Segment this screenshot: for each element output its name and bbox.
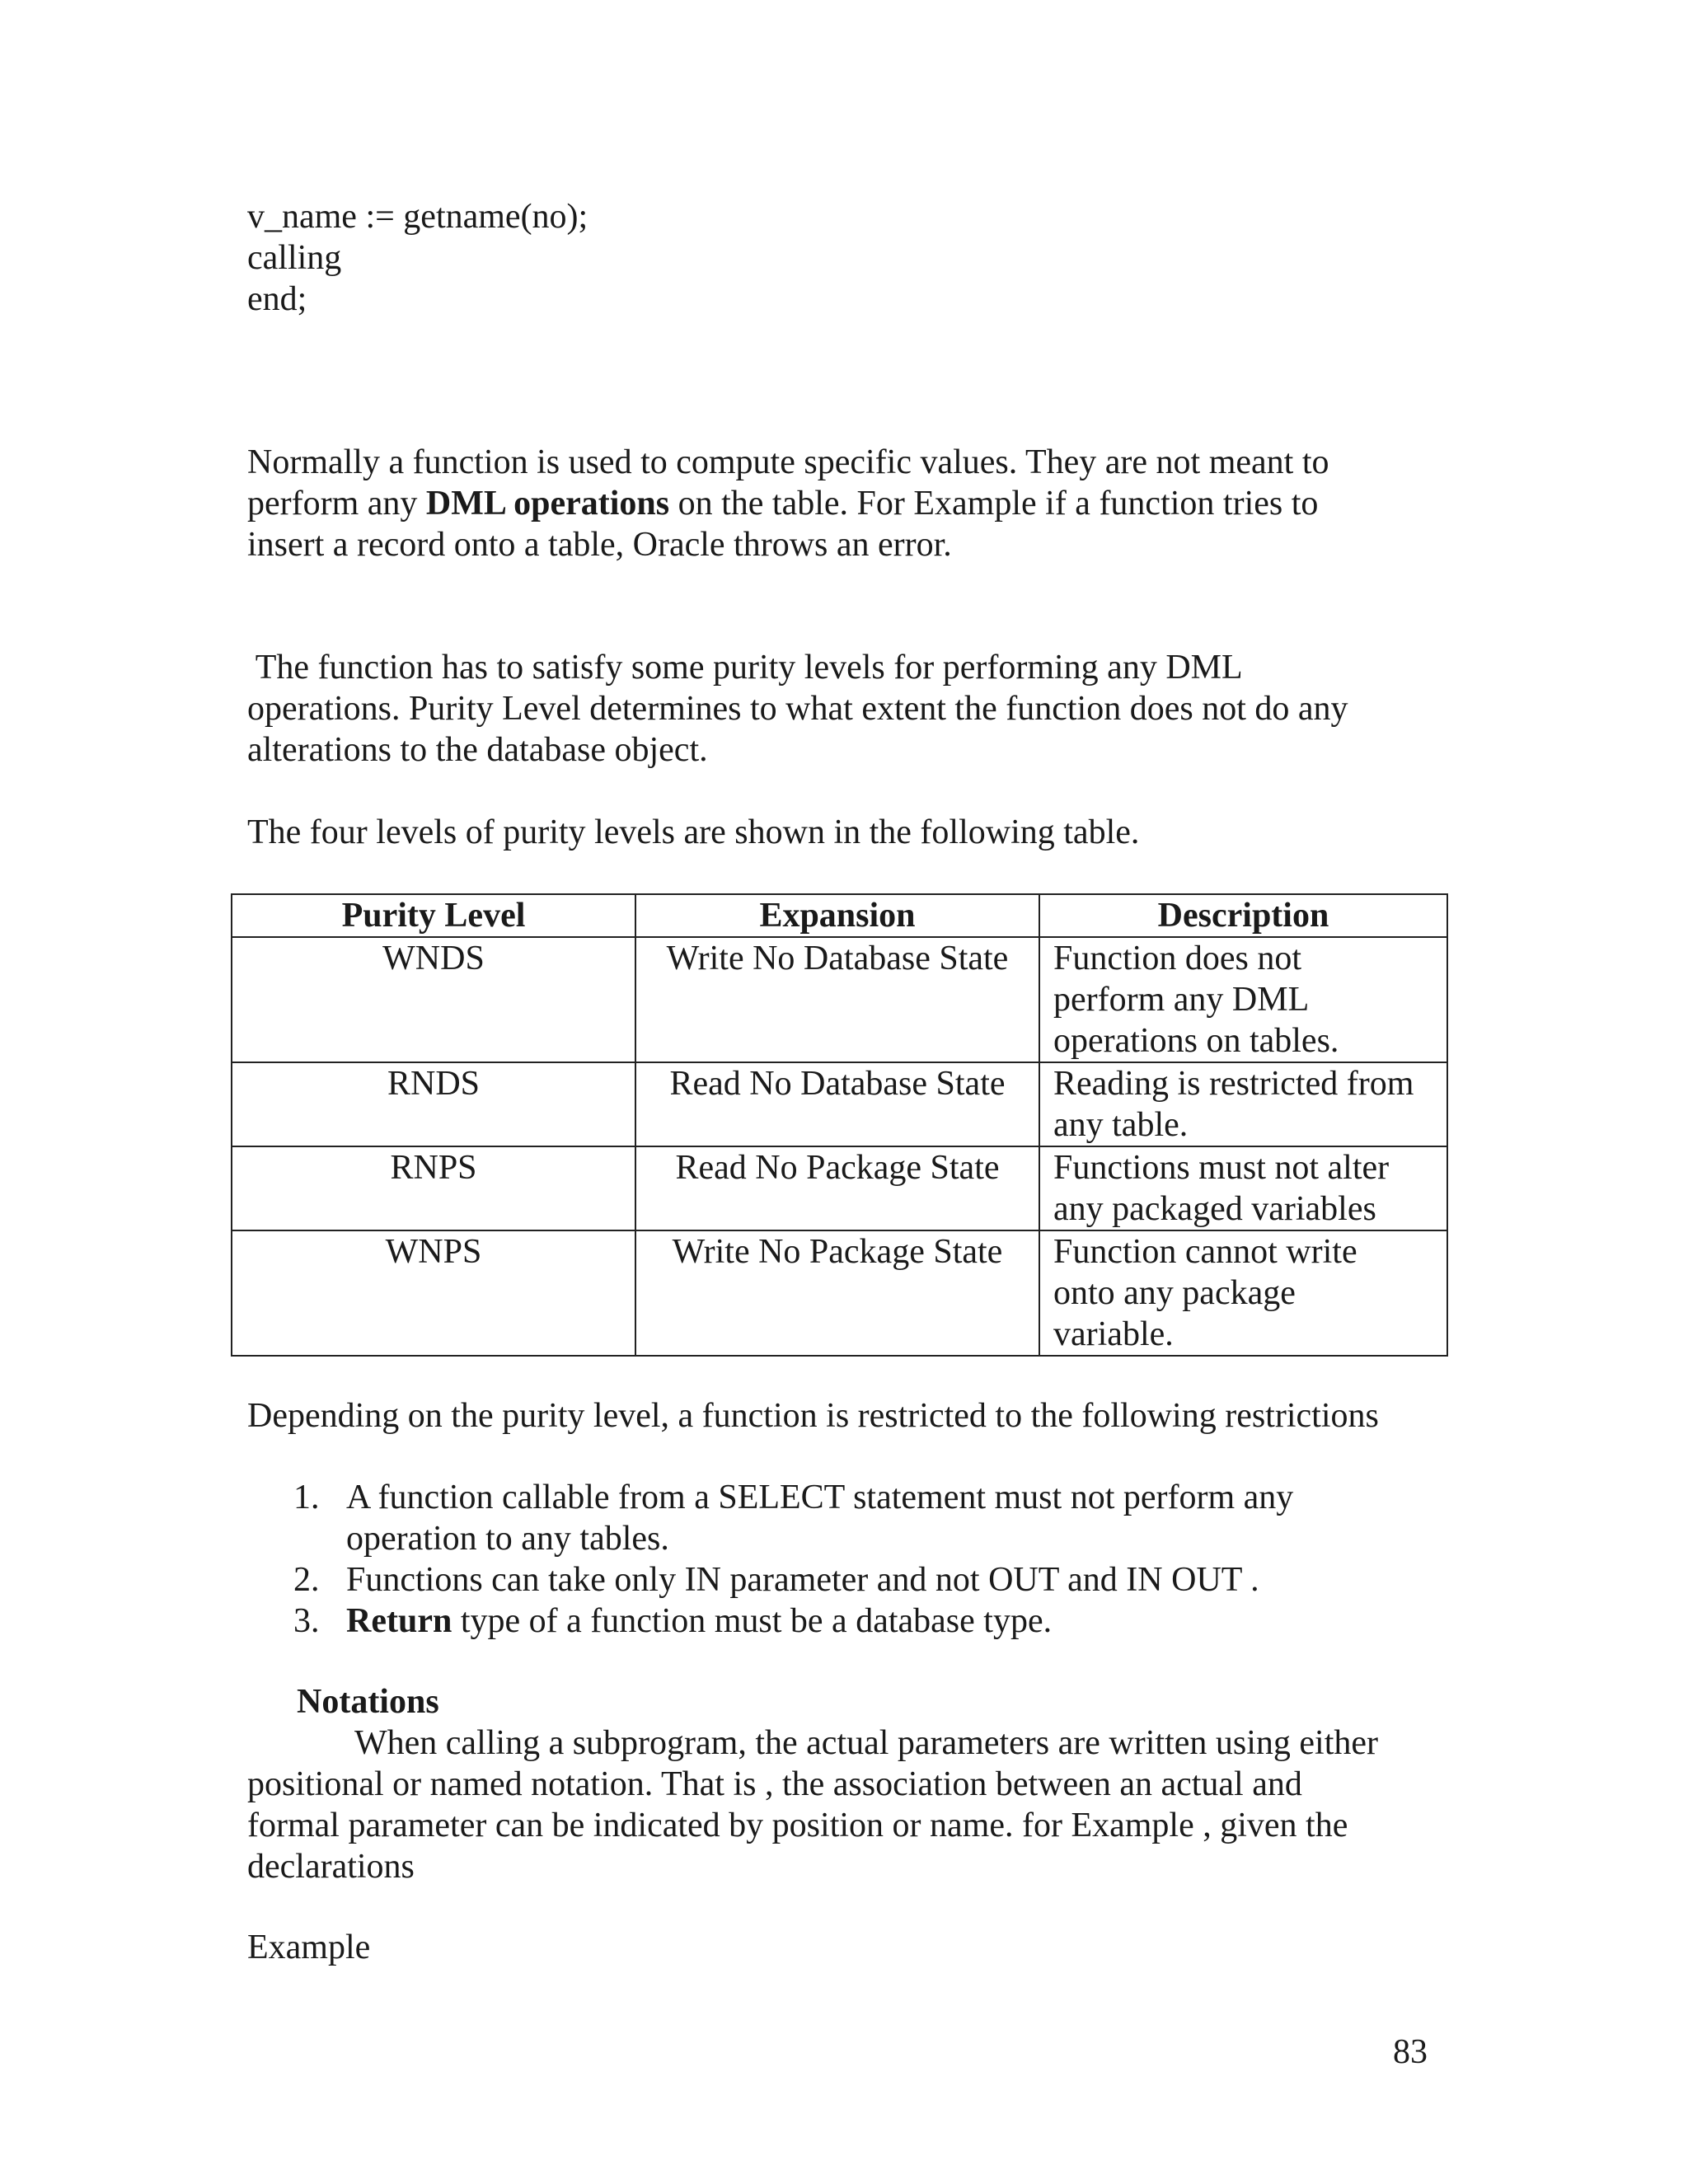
paragraph-table-intro	[247, 812, 1434, 853]
bold-term-dml-operations: DML operations	[425, 485, 670, 523]
cell-expansion: Read No Database State	[635, 1062, 1039, 1146]
section-heading-notations: Notations	[297, 1683, 439, 1721]
cell-description	[1039, 1230, 1447, 1356]
purity-levels-table	[231, 893, 1448, 1357]
list-number: 3.	[293, 1602, 320, 1640]
code-line: calling	[247, 239, 342, 277]
text-run: on the table. For Example if a function tries to	[669, 485, 1319, 523]
description-line: Function cannot write	[1053, 1233, 1357, 1271]
list-item-line: Functions can take only IN parameter and not OUT and IN OUT .	[346, 1561, 1259, 1599]
code-line: v_name := getname(no);	[247, 198, 588, 236]
table-row	[232, 1230, 1447, 1356]
cell-description	[1039, 1062, 1447, 1146]
column-header-purity-level: Purity Level	[232, 894, 635, 937]
paragraph-line: Depending on the purity level, a function is restricted to the following restrictions	[247, 1397, 1379, 1435]
cell-expansion: Write No Database State	[635, 937, 1039, 1062]
paragraph-line: operations. Purity Level determines to what extent the function does not do any	[247, 690, 1348, 728]
list-number: 1.	[293, 1479, 320, 1516]
description-line: Reading is restricted from	[1053, 1065, 1414, 1103]
list-item	[247, 1477, 1434, 1559]
description-line: operations on tables.	[1053, 1022, 1339, 1060]
description-line: any table.	[1053, 1106, 1189, 1144]
paragraph-line: The function has to satisfy some purity levels for performing any DML	[247, 649, 1243, 687]
cell-expansion: Read No Package State	[635, 1146, 1039, 1230]
cell-purity-level: WNDS	[232, 937, 635, 1062]
paragraph-line: Normally a function is used to compute specific values. They are not meant to	[247, 443, 1329, 481]
list-item-line: A function callable from a SELECT statement must not perform any	[346, 1479, 1294, 1516]
paragraph-line: formal parameter can be indicated by position or name. for Example , given the	[247, 1807, 1348, 1844]
page-number: 83	[1393, 2033, 1428, 2071]
text-run: type of a function must be a database type.	[452, 1602, 1053, 1640]
column-header-expansion: Expansion	[635, 894, 1039, 937]
paragraph-line	[247, 483, 1434, 524]
description-line: perform any DML	[1053, 981, 1310, 1019]
description-line: onto any package	[1053, 1274, 1296, 1312]
paragraph-line: declarations	[247, 1848, 415, 1886]
cell-purity-level: RNDS	[232, 1062, 635, 1146]
bold-term-return: Return	[346, 1602, 452, 1640]
code-snippet	[247, 196, 1434, 320]
example-label-text: Example	[247, 1929, 371, 1966]
description-line: Functions must not alter	[1053, 1149, 1390, 1187]
paragraph-notations	[247, 1722, 1434, 1887]
description-line: variable.	[1053, 1315, 1174, 1353]
list-item	[247, 1559, 1434, 1601]
restrictions-list	[247, 1477, 1434, 1642]
table-row	[232, 937, 1447, 1062]
table-row	[232, 1062, 1447, 1146]
cell-purity-level: RNPS	[232, 1146, 635, 1230]
table-row	[232, 1146, 1447, 1230]
paragraph-line: positional or named notation. That is , the association between an actual and	[247, 1765, 1302, 1803]
paragraph-purity-levels	[247, 647, 1434, 771]
example-label	[247, 1927, 1434, 1968]
cell-description	[1039, 937, 1447, 1062]
table-header-row	[232, 894, 1447, 937]
list-item-line	[346, 1601, 1434, 1642]
paragraph-line: When calling a subprogram, the actual parameters are written using either	[354, 1724, 1378, 1762]
paragraph-dml-operations	[247, 442, 1434, 565]
paragraph-line: insert a record onto a table, Oracle throws an error.	[247, 526, 952, 564]
column-header-description: Description	[1039, 894, 1447, 937]
paragraph-line: alterations to the database object.	[247, 731, 708, 769]
list-item-line: operation to any tables.	[346, 1520, 669, 1558]
cell-description	[1039, 1146, 1447, 1230]
description-line: Function does not	[1053, 940, 1301, 977]
description-line: any packaged variables	[1053, 1190, 1376, 1228]
cell-purity-level: WNPS	[232, 1230, 635, 1356]
paragraph-restrictions-intro	[247, 1395, 1434, 1436]
code-line: end;	[247, 280, 307, 318]
text-run: perform any	[247, 485, 426, 523]
paragraph-line: The four levels of purity levels are shown in the following table.	[247, 813, 1140, 851]
list-item	[247, 1601, 1434, 1642]
list-number: 2.	[293, 1561, 320, 1599]
cell-expansion: Write No Package State	[635, 1230, 1039, 1356]
